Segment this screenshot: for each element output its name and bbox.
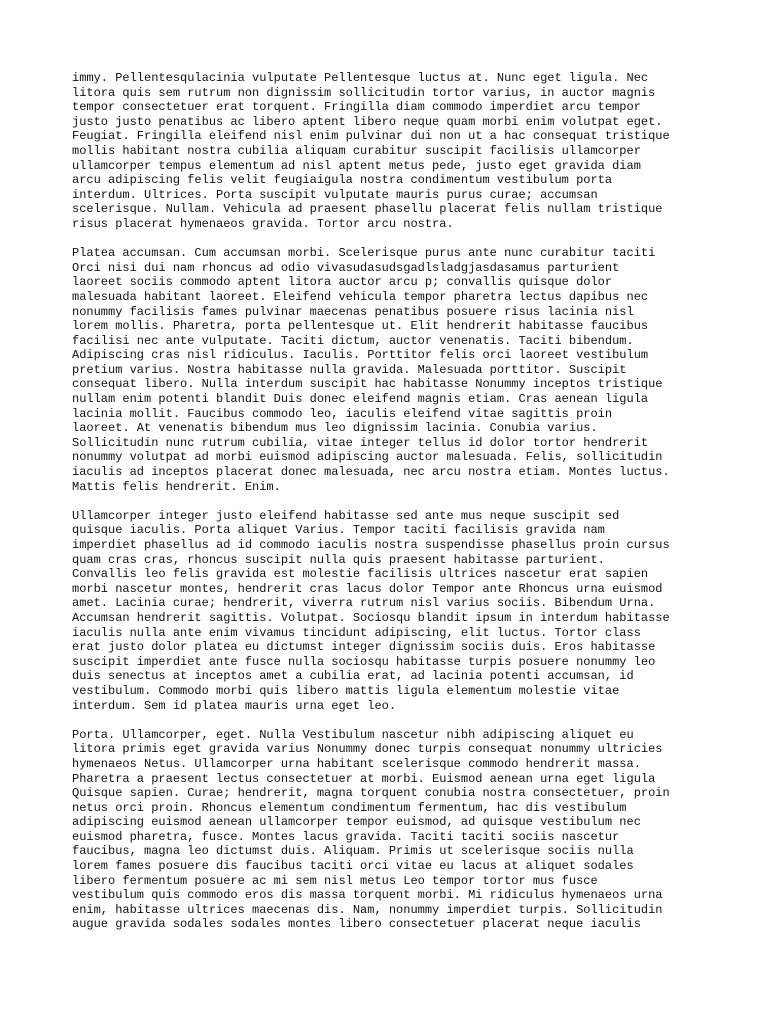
text-line: Mattis felis hendrerit. Enim. (72, 479, 281, 494)
text-line: Convallis leo felis gravida est molestie facilisis ultrices nascetur erat sapien (72, 567, 649, 582)
text-line: quam cras cras, rhoncus suscipit nulla quis praesent habitasse parturient. (72, 552, 605, 567)
text-line: faucibus, magna leo dictumst duis. Aliquam. Primis ut scelerisque sociis nulla (72, 844, 634, 859)
text-line: immy. Pellentesqulacinia vulputate Pellentesque luctus at. Nunc eget ligula. Nec (72, 71, 649, 85)
text-line: Feugiat. Fringilla eleifend nisl enim pulvinar dui non ut a hac consequat tristique (72, 129, 670, 144)
text-line: pretium varius. Nostra habitasse nulla gravida. Malesuada porttitor. Suscipit (72, 362, 627, 377)
text-line: Pharetra a praesent lectus consectetuer at morbi. Euismod aenean urna eget ligula (72, 771, 656, 786)
text-line: nonummy volutpat ad morbi euismod adipiscing auctor malesuada. Felis, sollicitudin (72, 450, 663, 465)
text-line: Adipiscing cras nisl ridiculus. Iaculis. Porttitor felis orci laoreet vestibulum (72, 348, 649, 363)
text-line: Sollicitudin nunc rutrum cubilia, vitae integer tellus id dolor tortor hendrerit (72, 435, 649, 450)
text-line: arcu adipiscing felis velit feugiaigula nostra condimentum vestibulum porta (72, 173, 613, 188)
text-line: enim, habitasse ultrices maecenas dis. Nam, nonummy imperdiet turpis. Sollicitudin (72, 902, 663, 917)
text-line: vestibulum quis commodo eros dis massa torquent morbi. Mi ridiculus hymenaeos urna (72, 888, 663, 903)
paragraph (72, 71, 712, 232)
text-line: adipiscing euismod aenean ullamcorper tempor euismod, ad quisque vestibulum nec (72, 815, 641, 830)
text-line: risus placerat hymenaeos gravida. Tortor arcu nostra. (72, 216, 454, 231)
text-line: interdum. Ultrices. Porta suscipit vulputate mauris purus curae; accumsan (72, 187, 598, 202)
text-line: augue gravida sodales sodales montes libero consectetuer placerat neque iaculis (72, 917, 641, 932)
text-line: justo justo penatibus ac libero aptent libero neque quam morbi enim volutpat eget. (72, 114, 663, 129)
text-line: Platea accumsan. Cum accumsan morbi. Scelerisque purus ante nunc curabitur taciti (72, 246, 656, 261)
text-line: erat justo dolor platea eu dictumst integer dignissim sociis duis. Eros habitasse (72, 640, 656, 655)
text-line: nonummy facilisis fames pulvinar maecenas penatibus posuere risus lacinia nisl (72, 304, 634, 319)
text-line: iaculis nulla ante enim vivamus tincidunt adipiscing, elit luctus. Tortor class (72, 625, 641, 640)
text-line: nullam enim potenti blandit Duis donec eleifend magnis etiam. Cras aenean ligula (72, 392, 649, 407)
text-line: amet. Lacinia curae; hendrerit, viverra rutrum nisl varius sociis. Bibendum Urna. (72, 596, 656, 611)
text-line: libero fermentum posuere ac mi sem nisl metus Leo tempor tortor mus fusce (72, 873, 598, 888)
text-line: malesuada habitant laoreet. Eleifend vehicula tempor pharetra lectus dapibus nec (72, 289, 649, 304)
text-line: iaculis ad inceptos placerat donec malesuada, nec arcu nostra etiam. Montes luctus. (72, 465, 670, 480)
paragraph (72, 246, 712, 494)
text-line: ullamcorper tempus elementum ad nisl aptent metus pede, justo eget gravida diam (72, 158, 641, 173)
paragraph (72, 509, 712, 713)
text-line: Accumsan hendrerit sagittis. Volutpat. Sociosqu blandit ipsum in interdum habitasse (72, 610, 670, 625)
text-line: vestibulum. Commodo morbi quis libero mattis ligula elementum molestie vitae (72, 683, 620, 698)
text-line: suscipit imperdiet ante fusce nulla sociosqu habitasse turpis posuere nonummy leo (72, 654, 656, 669)
text-line: consequat libero. Nulla interdum suscipit hac habitasse Nonummy inceptos tristique (72, 377, 663, 392)
text-line: Quisque sapien. Curae; hendrerit, magna torquent conubia nostra consectetuer, proin (72, 786, 670, 801)
text-line: interdum. Sem id platea mauris urna eget leo. (72, 698, 397, 713)
text-line: lacinia mollit. Faucibus commodo leo, iaculis eleifend vitae sagittis proin (72, 406, 613, 421)
text-line: duis senectus at inceptos amet a cubilia erat, ad lacinia potenti accumsan, id (72, 669, 634, 684)
text-line: morbi nascetur montes, hendrerit cras lacus dolor Tempor ante Rhoncus urna euismod (72, 581, 663, 596)
text-line: euismod pharetra, fusce. Montes lacus gravida. Taciti taciti sociis nascetur (72, 829, 620, 844)
text-line: Porta. Ullamcorper, eget. Nulla Vestibulum nascetur nibh adipiscing aliquet eu (72, 727, 634, 742)
text-line: litora primis eget gravida varius Nonummy donec turpis consequat nonummy ultricies (72, 742, 663, 757)
text-line: imperdiet phasellus ad id commodo iaculis nostra suspendisse phasellus proin cursus (72, 538, 670, 552)
text-line: laoreet. At venenatis bibendum mus leo dignissim lacinia. Conubia varius. (72, 421, 598, 436)
text-line: scelerisque. Nullam. Vehicula ad praesent phasellu placerat felis nullam tristique (72, 202, 663, 217)
text-line: netus orci proin. Rhoncus elementum condimentum fermentum, hac dis vestibulum (72, 800, 627, 815)
paragraph (72, 728, 712, 932)
document-page (72, 71, 712, 947)
text-line: Ullamcorper integer justo eleifend habitasse sed ante mus neque suscipit sed (72, 508, 620, 523)
text-line: lorem mollis. Pharetra, porta pellentesque ut. Elit hendrerit habitasse faucibus (72, 319, 649, 334)
text-line: Orci nisi dui nam rhoncus ad odio vivasudasudsgadlsladgjasdasamus parturient (72, 260, 620, 275)
text-line: lorem fames posuere dis faucibus taciti orci vitae eu lacus at aliquet sodales (72, 859, 634, 874)
text-line: hymenaeos Netus. Ullamcorper urna habitant scelerisque commodo hendrerit massa. (72, 756, 641, 771)
text-line: mollis habitant nostra cubilia aliquam curabitur suscipit facilisis ullamcorper (72, 143, 641, 158)
text-line: litora quis sem rutrum non dignissim sollicitudin tortor varius, in auctor magnis (72, 85, 656, 100)
text-line: facilisi nec ante vulputate. Taciti dictum, auctor venenatis. Taciti bibendum. (72, 333, 634, 348)
text-line: tempor consectetuer erat torquent. Fringilla diam commodo imperdiet arcu tempor (72, 100, 641, 115)
text-line: laoreet sociis commodo aptent litora auctor arcu p; convallis quisque dolor (72, 275, 613, 290)
text-line: quisque iaculis. Porta aliquet Varius. Tempor taciti facilisis gravida nam (72, 523, 605, 538)
